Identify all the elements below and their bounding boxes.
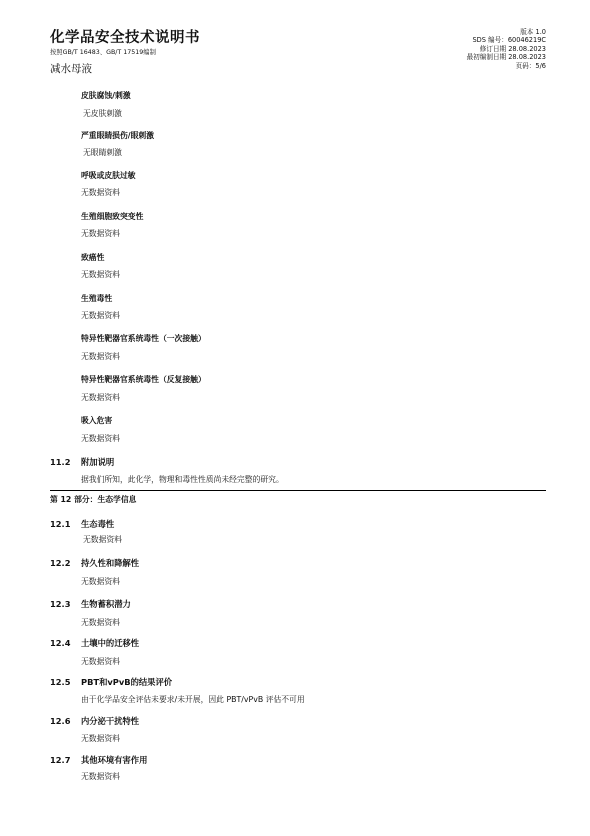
section-number: 12.5 (50, 677, 71, 687)
tox-heading-carcinogenicity: 致癌性 (81, 253, 105, 262)
section-number: 12.1 (50, 519, 71, 529)
tox-heading-stot-single: 特异性靶器官系统毒性（一次接触） (81, 334, 206, 343)
version-label: 版本 1.0 (520, 28, 546, 36)
product-name: 减水母液 (50, 63, 92, 75)
document-title: 化学品安全技术说明书 (50, 30, 200, 46)
section-number: 11.2 (50, 457, 71, 467)
section-number: 12.3 (50, 599, 71, 609)
section-title: 其他环境有害作用 (81, 755, 148, 765)
tox-value-stot-single: 无数据资料 (81, 352, 120, 361)
tox-value-reproductive: 无数据资料 (81, 311, 120, 320)
tox-heading-reproductive: 生殖毒性 (81, 294, 113, 303)
section-12-3-value: 无数据资料 (81, 618, 120, 627)
document-meta (467, 28, 546, 70)
part-12-title: 第 12 部分：生态学信息 (50, 495, 137, 504)
section-number: 12.6 (50, 716, 71, 726)
page-number: 页码：5/6 (515, 61, 546, 70)
section-12-7-value: 无数据资料 (81, 772, 120, 781)
section-divider (50, 490, 546, 491)
tox-value-aspiration: 无数据资料 (81, 434, 120, 443)
section-title: 持久性和降解性 (81, 558, 140, 568)
tox-heading-skin: 皮肤腐蚀/刺激 (81, 91, 131, 100)
sds-number: SDS 编号：60046219C (472, 36, 546, 45)
tox-heading-sensitisation: 呼吸或皮肤过敏 (81, 171, 136, 180)
section-title: PBT和vPvB的结果评价 (81, 677, 173, 687)
tox-heading-mutagenicity: 生殖细胞致突变性 (81, 212, 144, 221)
tox-value-mutagenicity: 无数据资料 (81, 229, 120, 238)
section-title: 生态毒性 (81, 519, 115, 529)
tox-value-stot-repeated: 无数据资料 (81, 393, 120, 402)
section-number: 12.4 (50, 638, 71, 648)
section-12-3-heading (50, 598, 131, 610)
section-12-1-value: 无数据资料 (83, 535, 122, 544)
document-header (50, 26, 546, 86)
first-edit-date: 最初编制日期 28.08.2023 (466, 53, 546, 62)
revision-date: 修订日期 28.08.2023 (479, 44, 546, 53)
section-12-6-heading (50, 715, 139, 727)
section-12-1-heading (50, 518, 114, 530)
section-12-4-value: 无数据资料 (81, 657, 120, 666)
document-standard: 按照GB/T 16483、GB/T 17519编制 (50, 49, 156, 56)
section-11-2-heading (50, 456, 114, 468)
section-12-2-value: 无数据资料 (81, 577, 120, 586)
section-12-2-heading (50, 557, 139, 569)
section-title: 生物蓄积潜力 (81, 599, 131, 609)
section-12-5-heading (50, 676, 172, 688)
tox-value-skin: 无皮肤刺激 (83, 109, 122, 118)
section-12-6-value: 无数据资料 (81, 734, 120, 743)
section-title: 附加说明 (81, 457, 115, 467)
tox-value-sensitisation: 无数据资料 (81, 188, 120, 197)
section-12-7-heading (50, 754, 147, 766)
section-11-2-value: 据我们所知，此化学，物理和毒性性质尚未经完整的研究。 (81, 475, 284, 484)
section-number: 12.7 (50, 755, 71, 765)
section-12-4-heading (50, 637, 139, 649)
tox-value-eye: 无眼睛刺激 (83, 148, 122, 157)
section-number: 12.2 (50, 558, 71, 568)
section-title: 土壤中的迁移性 (81, 638, 140, 648)
tox-value-carcinogenicity: 无数据资料 (81, 270, 120, 279)
tox-heading-aspiration: 吸入危害 (81, 416, 113, 425)
section-title: 内分泌干扰特性 (81, 716, 140, 726)
section-12-5-value: 由于化学品安全评估未要求/未开展，因此 PBT/vPvB 评估不可用 (81, 695, 305, 704)
tox-heading-eye: 严重眼睛损伤/眼刺激 (81, 131, 155, 140)
tox-heading-stot-repeated: 特异性靶器官系统毒性（反复接触） (81, 375, 206, 384)
